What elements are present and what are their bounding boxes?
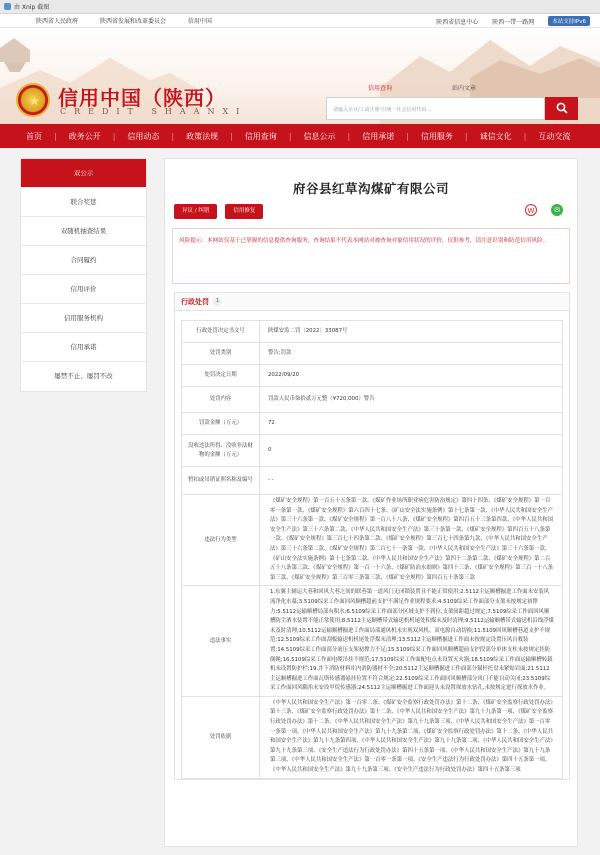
field-value: 罚款人民币柒拾贰万元整（¥720,000）警告 xyxy=(260,387,563,413)
table-row xyxy=(182,435,563,467)
record-count-badge: 1 xyxy=(213,297,222,306)
action-buttons xyxy=(174,204,263,219)
field-value: 《煤矿安全规程》第一百五十五条第一款、《煤矿作业场所职业病危害防治规定》第四十四条、《煤矿安全规程》第一百零一条第一款、《煤矿安全规程》第六百四十七条、《矿山安全法实施条例》第十七条第一款、《中华人民共和国安全生产法》第三十六条第一款、《煤矿安全规程》第一百八十八条、《煤矿安全规程》第四百五十三条第四款、《中华人民共和国安全生产法》第三十六条第二款、《中华人民共和国安全生产法》第三十条第一款、《煤矿安全规程》第四百五十八条第一款、《煤矿安全规程》第三百七十四条第二款、《煤矿安全规程》第三百七十四条第九款、《中华人民共和国安全生产法》第三十六条第二款、《煤矿安全规程》第二百七十一条第一款、《中华人民共和国安全生产法》第三十六条第一款、《矿山安全法实施条例》第十七条第二款、《中华人民共和国安全生产法》第四十二条第二款、《煤矿安全规程》第二百五十八条第三款、《煤矿安全规程》第一百一十六条、《煤矿防治水细则》第四十三条、《煤矿安全规程》第三百一十八条第三款、《煤矿安全规程》第三百零三条第三款、《煤矿安全规程》第四百五十条第三款 xyxy=(260,495,563,586)
nav-home[interactable]: 首页 xyxy=(26,131,42,141)
table-row xyxy=(182,321,563,343)
nav-credit-service[interactable]: 信用服务 xyxy=(420,131,453,141)
table-row xyxy=(182,413,563,435)
nav-info-disclosure[interactable]: 信息公示 xyxy=(303,131,336,141)
table-row xyxy=(182,387,563,413)
detail-content xyxy=(164,158,578,847)
panel-title[interactable]: 行政处罚 xyxy=(181,297,209,306)
wechat-share-icon[interactable]: ✉ xyxy=(551,204,563,216)
top-link-creditchina[interactable]: 信用中国 xyxy=(187,18,212,25)
top-link-beltroad[interactable]: 陕西一带一路网 xyxy=(492,18,535,26)
tab-credit-search[interactable]: 信用查询 xyxy=(368,85,393,92)
table-row xyxy=(182,365,563,387)
main-area xyxy=(0,148,600,847)
search-button[interactable] xyxy=(545,97,578,120)
table-row xyxy=(182,586,563,697)
top-left-links xyxy=(36,16,232,25)
nav-gov-affairs[interactable]: 政务公开 xyxy=(68,131,101,141)
sidebar-item-commitment[interactable]: 信用承诺 xyxy=(21,333,146,362)
risk-notice: 风险提示：本网站仅基于已掌握的信息提供查询服务，查询结果不代表本网站对被查询对象信用状况的评价，仅供参考，请注意识别和防范信用风险。 xyxy=(172,228,570,284)
table-row xyxy=(182,343,563,365)
search-icon xyxy=(556,102,568,114)
tab-site-articles[interactable]: 站内文章 xyxy=(452,85,477,92)
site-logo-subtitle: CREDIT SHAANXI xyxy=(60,107,248,116)
field-label: 行政处罚决定书文号 xyxy=(182,321,260,343)
objection-button[interactable]: 异议 / 纠错 xyxy=(174,204,217,219)
site-logo-title[interactable]: 信用中国（陕西） xyxy=(58,86,226,110)
nav-credit-news[interactable]: 信用动态 xyxy=(127,131,160,141)
sidebar-item-service-agency[interactable]: 信用服务机构 xyxy=(21,304,146,333)
table-row xyxy=(182,467,563,495)
sidebar xyxy=(20,158,147,392)
panel-header xyxy=(175,293,569,311)
field-label: 违法事实 xyxy=(182,586,260,697)
nav-credit-search[interactable]: 信用查询 xyxy=(244,131,277,141)
app-icon xyxy=(4,3,11,10)
top-link-infocenter[interactable]: 陕西省信息中心 xyxy=(436,18,479,26)
field-value: 《中华人民共和国安全生产法》第一百零二条、《煤矿安全监察行政处罚办法》第十二条、《煤矿安全监察行政处罚办法》第十三条、《煤矿安全监察行政处罚办法》第十二条、《中华人民共和国安全生产法》第九十九条第一项、《煤矿安全监察行政处罚办法》第十二条、《中华人民共和国安全生产法》第九十九条第三项、《中华人民共和国安全生产法》第一百零一条第一项、《中华人民共和国安全生产法》第九十九条第二项、《煤矿安全监察行政处罚办法》第十二条、《中华人民共和国安全生产法》第九十九条第四项、《中华人民共和国安全生产法》第九十九条第二项、《中华人民共和国安全生产法》第九十九条第三项、《安全生产违法行为行政处罚办法》第四十五条第一项、《中华人民共和国安全生产法》第九十九条第三项、《中华人民共和国安全生产法》第一百零一条第一项、《安全生产违法行为行政处罚办法》第四十五条第一项、《中华人民共和国安全生产法》第九十九条第三项、《安全生产违法行为行政处罚办法》第四十五条第三项 xyxy=(260,696,563,778)
top-link-gov[interactable]: 陕西省人民政府 xyxy=(36,18,79,25)
search-tabs xyxy=(368,83,476,92)
field-value: 警告;罚款 xyxy=(260,343,563,365)
top-link-ndrc[interactable]: 陕西省发展和改革委员会 xyxy=(99,18,166,25)
table-row xyxy=(182,696,563,778)
top-link-bar xyxy=(0,14,600,28)
search-input[interactable]: 请输入企业/工商注册号/统一社会信用代码... xyxy=(326,97,545,120)
penalty-panel xyxy=(174,292,570,780)
sidebar-item-joint-reward-punish[interactable]: 联合奖惩 xyxy=(21,188,146,217)
top-right-links xyxy=(436,14,590,28)
sidebar-item-double-disclosure[interactable]: 双公示 xyxy=(21,159,146,188)
sidebar-item-random-inspection[interactable]: 双随机抽查结果 xyxy=(21,217,146,246)
window-title: 由 Xnip 截图 xyxy=(14,4,50,11)
sidebar-item-contract[interactable]: 合同履约 xyxy=(21,246,146,275)
nav-policy[interactable]: 政策法规 xyxy=(186,131,219,141)
sidebar-item-repeat-offense[interactable]: 屡禁不止、屡罚不改 xyxy=(54,372,113,380)
field-label: 处罚类别 xyxy=(182,343,260,365)
field-label: 暂扣或吊销证照名称及编号 xyxy=(182,467,260,495)
table-row xyxy=(182,495,563,586)
credit-repair-button[interactable]: 信用修复 xyxy=(225,204,263,219)
nav-credit-commitment[interactable]: 信用承诺 xyxy=(362,131,395,141)
field-label: 处罚依据 xyxy=(182,696,260,778)
field-label: 没收违法所得、没收非法财物的金额（万元） xyxy=(182,435,260,467)
penalty-table xyxy=(181,320,563,779)
nav-interaction[interactable]: 互动交流 xyxy=(538,131,571,141)
field-value: 0 xyxy=(260,435,563,467)
field-value: 陕煤安监二罚〔2022〕33087号 xyxy=(260,321,563,343)
company-name: 府谷县红草沟煤矿有限公司 xyxy=(292,181,449,196)
field-value: 72 xyxy=(260,413,563,435)
weibo-share-icon[interactable]: W xyxy=(525,204,537,216)
field-value: 2022/09/20 xyxy=(260,365,563,387)
main-nav: 首页 | 政务公开 | 信用动态 | 政策法规 | 信用查询 | 信息公示 | 信用承诺 | 信用服务 | 诚信文化 | 互动交流 xyxy=(0,124,600,148)
field-label: 违法行为类型 xyxy=(182,495,260,586)
field-value: - - xyxy=(260,467,563,495)
field-value: 1.东翼主辅运大巷和回风大巷之间的联巷第一道风门无闭锁装置且不能正常使用;2.5112主运顺槽掘进工作面未安装风流净化水幕;3.5109综采工作面回风顺槽超前支护不满足作业规程要求;4.5109综采工作面部分支架未按规定初撑力;5.5112运输顺槽局部有积水;6.5109综采工作面部分区域支护不到位,支架间距超过规定;7.5109综采工作面回风顺槽防尘洒水装置不能正常使用;8.5112主运顺槽带式输送机机尾处积煤未及时清理;9.5112运输顺槽带式输送机沿线浮煤未及时清理;10.5112运输顺槽掘进工作面局部通风机未实现双风机、双电源自动切换;11.5109回风顺槽巷道支护不规范;12.5109综采工作面刮板输送机机尾处浮煤未清理;13.5112主运顺槽掘进工作面未按规定设置压风自救装置;14.5109综采工作面部分液压支架初撑力不足;15.5109综采工作面回风顺槽超前支护段部分单体支柱未按规定挂防倒绳;16.5109综采工作面电缆吊挂不规范;17.5109综采工作面配电点未设置灭火器;18.5109综采工作面运输顺槽转载机未设置防护栏;19.井下消防材料库内消防器材不全;20.5112主运顺槽掘进工作面部分锚杆托盘未紧贴岩面;21.5112主运顺槽掘进工作面瓦斯传感器悬挂位置不符合规定;22.5109综采工作面回风顺槽部分风门不能自动关闭;23.5109综采工作面回风隅角未安设甲烷传感器;24.5112主运顺槽掘进工作面迎头未设置探放水钻孔,未按规定进行探放水作业。 xyxy=(260,586,563,697)
nav-integrity-culture[interactable]: 诚信文化 xyxy=(479,131,512,141)
sidebar-item-credit-evaluation[interactable]: 信用评价 xyxy=(21,275,146,304)
field-label: 罚款金额（万元） xyxy=(182,413,260,435)
field-label: 处罚内容 xyxy=(182,387,260,413)
field-label: 处罚决定日期 xyxy=(182,365,260,387)
ipv6-badge: 本站支持IPv6 xyxy=(548,16,590,26)
national-emblem-icon: ★ xyxy=(16,83,50,117)
share-buttons xyxy=(525,204,563,216)
header-banner xyxy=(0,28,600,124)
window-titlebar xyxy=(0,0,600,14)
